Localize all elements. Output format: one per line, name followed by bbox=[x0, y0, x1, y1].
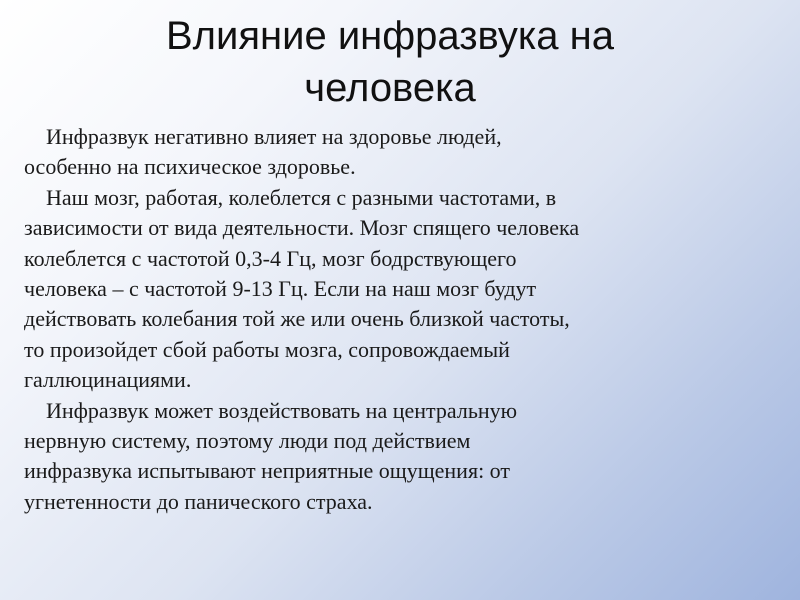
text-line: Наш мозг, работая, колеблется с разными частотами, в bbox=[46, 184, 557, 210]
text-line: человека – с частотой 9-13 Гц. Если на наш мозг будут bbox=[24, 276, 537, 302]
text-line: угнетенности до панического страха. bbox=[24, 488, 373, 514]
text-line: нервную систему, поэтому люди под действием bbox=[24, 428, 471, 454]
title-line-1: Влияние инфразвука на bbox=[166, 14, 614, 58]
text-line: Инфразвук может воздействовать на центральную bbox=[46, 397, 518, 423]
paragraph-2 bbox=[24, 183, 774, 396]
title-line-2: человека bbox=[304, 66, 476, 110]
text-line: колеблется с частотой 0,3-4 Гц, мозг бодрствующего bbox=[24, 245, 517, 271]
text-line: зависимости от вида деятельности. Мозг спящего человека bbox=[24, 215, 580, 241]
slide-title bbox=[60, 10, 720, 114]
text-line: то произойдет сбой работы мозга, сопровождаемый bbox=[24, 336, 510, 362]
paragraph-3 bbox=[24, 396, 774, 518]
text-line: галлюцинациями. bbox=[24, 367, 192, 393]
paragraph-1 bbox=[24, 122, 774, 183]
text-line: особенно на психическое здоровье. bbox=[24, 154, 356, 180]
slide-body bbox=[24, 122, 774, 517]
text-line: действовать колебания той же или очень близкой частоты, bbox=[24, 306, 570, 332]
text-line: инфразвука испытывают неприятные ощущения: от bbox=[24, 458, 511, 484]
text-line: Инфразвук негативно влияет на здоровье людей, bbox=[46, 124, 502, 149]
